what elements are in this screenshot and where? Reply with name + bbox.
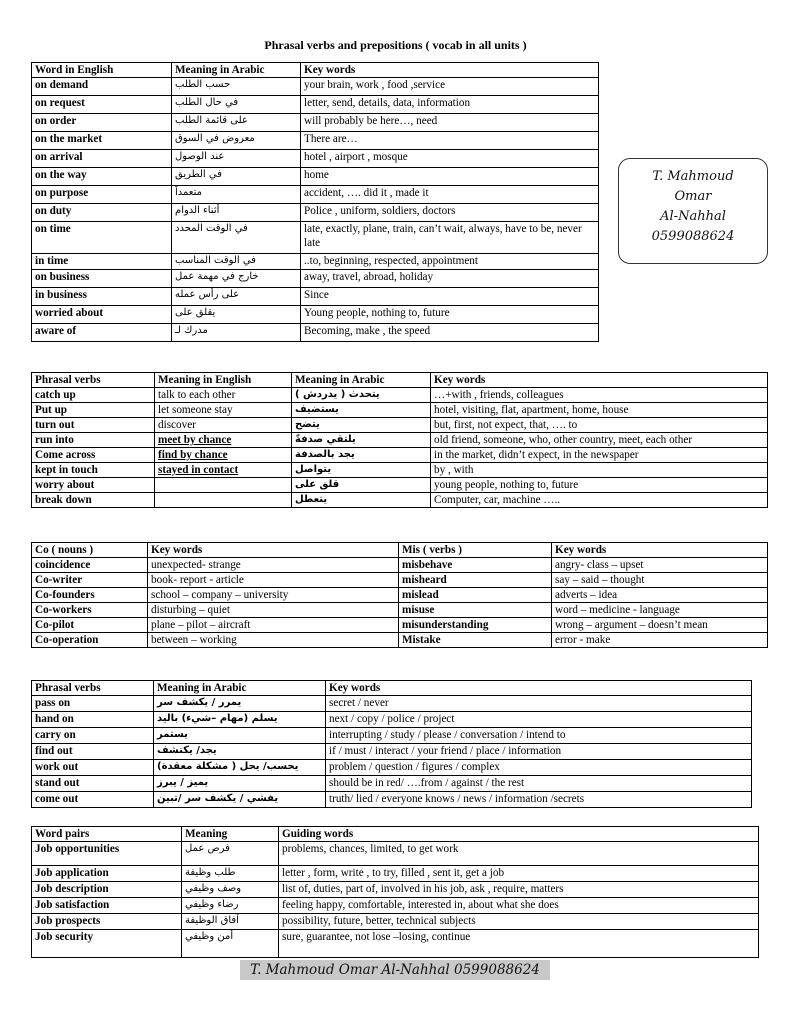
cell-word: on arrival (32, 150, 172, 168)
column-header: Meaning in Arabic (172, 63, 301, 78)
cell-arabic: حسب الطلب (172, 78, 301, 96)
table-row (32, 633, 768, 648)
cell-noun: Co-pilot (32, 618, 148, 633)
table-row (32, 493, 768, 508)
cell-arabic: يستمر (154, 728, 326, 744)
cell-arabic: يتحدث ( يدردش ) (292, 388, 431, 403)
cell-arabic: طلب وظيفة (182, 866, 279, 882)
cell-word: on purpose (32, 186, 172, 204)
cell-arabic: أثناء الدوام (172, 204, 301, 222)
cell-pair: Job security (32, 930, 182, 958)
table-row (32, 588, 768, 603)
table-row (32, 696, 752, 712)
table-row (32, 728, 752, 744)
table-row (32, 186, 599, 204)
cell-arabic: عند الوصول (172, 150, 301, 168)
cell-word: aware of (32, 324, 172, 342)
cell-arabic: في الطريق (172, 168, 301, 186)
table-row (32, 792, 752, 808)
table-row (32, 433, 768, 448)
cell-english (155, 493, 292, 508)
page-title: Phrasal verbs and prepositions ( vocab in all units ) (264, 38, 527, 52)
cell-keywords: Police , uniform, soldiers, doctors (301, 204, 599, 222)
cell-verb: misuse (399, 603, 552, 618)
column-header: Word pairs (32, 827, 182, 842)
table-row (32, 306, 599, 324)
cell-keywords: word – medicine - language (552, 603, 768, 618)
cell-keywords: error - make (552, 633, 768, 648)
column-header: Meaning in English (155, 373, 292, 388)
cell-keywords: in the market, didn’t expect, in the newspaper (431, 448, 768, 463)
cell-arabic: يتعطل (292, 493, 431, 508)
table-header-row (32, 827, 759, 842)
table-row (32, 168, 599, 186)
column-header: Key words (148, 543, 399, 558)
cell-keywords: accident, …. did it , made it (301, 186, 599, 204)
stamp-line: T. Mahmoud (652, 169, 734, 184)
cell-keywords: away, travel, abroad, holiday (301, 270, 599, 288)
table-row (32, 930, 759, 958)
phrasal-verbs-table (31, 372, 768, 508)
footer-signature: T. Mahmoud Omar Al-Nahhal 0599088624 (240, 960, 550, 980)
cell-noun: Co-operation (32, 633, 148, 648)
cell-verb: come out (32, 792, 154, 808)
table-row (32, 114, 599, 132)
cell-verb: carry on (32, 728, 154, 744)
cell-keywords: secret / never (326, 696, 752, 712)
cell-verb: misunderstanding (399, 618, 552, 633)
column-header: Guiding words (279, 827, 759, 842)
cell-verb: turn out (32, 418, 155, 433)
column-header: Key words (326, 681, 752, 696)
co-mis-table (31, 542, 768, 648)
stamp-line: Omar (674, 189, 712, 204)
table-row (32, 866, 759, 882)
cell-word: on duty (32, 204, 172, 222)
table-row (32, 388, 768, 403)
table-row (32, 882, 759, 898)
table-row (32, 403, 768, 418)
cell-verb: run into (32, 433, 155, 448)
cell-keywords: ..to, beginning, respected, appointment (301, 254, 599, 270)
cell-keywords: problems, chances, limited, to get work (279, 842, 759, 866)
cell-arabic: يتضح (292, 418, 431, 433)
cell-english: discover (155, 418, 292, 433)
cell-keywords: your brain, work , food ,service (301, 78, 599, 96)
column-header: Meaning (182, 827, 279, 842)
cell-noun: Co-workers (32, 603, 148, 618)
cell-keywords: book- report - article (148, 573, 399, 588)
cell-keywords: wrong – argument – doesn’t mean (552, 618, 768, 633)
cell-verb: mislead (399, 588, 552, 603)
column-header: Co ( nouns ) (32, 543, 148, 558)
cell-arabic: على قائمة الطلب (172, 114, 301, 132)
column-header: Word in English (32, 63, 172, 78)
table-row (32, 478, 768, 493)
table-row (32, 222, 599, 254)
cell-word: in time (32, 254, 172, 270)
cell-verb: misbehave (399, 558, 552, 573)
column-header: Phrasal verbs (32, 681, 154, 696)
table-row (32, 776, 752, 792)
cell-pair: Job opportunities (32, 842, 182, 866)
cell-keywords: list of, duties, part of, involved in his job, ask , require, matters (279, 882, 759, 898)
cell-arabic: يميز / يبرز (154, 776, 326, 792)
cell-arabic: يتواصل (292, 463, 431, 478)
cell-verb: kept in touch (32, 463, 155, 478)
cell-arabic: في حال الطلب (172, 96, 301, 114)
cell-keywords: adverts – idea (552, 588, 768, 603)
cell-english (155, 478, 292, 493)
table-header-row (32, 373, 768, 388)
cell-english: find by chance (155, 448, 292, 463)
column-header: Phrasal verbs (32, 373, 155, 388)
cell-arabic: قلق على (292, 478, 431, 493)
cell-arabic: فرص عمل (182, 842, 279, 866)
cell-arabic: يلتقي صدفةً (292, 433, 431, 448)
cell-keywords: Young people, nothing to, future (301, 306, 599, 324)
table-row (32, 270, 599, 288)
cell-noun: Co-writer (32, 573, 148, 588)
cell-word: worried about (32, 306, 172, 324)
table-row (32, 744, 752, 760)
table-row (32, 618, 768, 633)
prepositions-table (31, 62, 599, 342)
cell-pair: Job application (32, 866, 182, 882)
table-header-row (32, 543, 768, 558)
cell-word: in business (32, 288, 172, 306)
cell-keywords: late, exactly, plane, train, can’t wait, always, have to be, never late (301, 222, 599, 254)
table-row (32, 898, 759, 914)
cell-arabic: رضاء وظيفي (182, 898, 279, 914)
column-header: Key words (431, 373, 768, 388)
column-header: Meaning in Arabic (292, 373, 431, 388)
column-header: Mis ( verbs ) (399, 543, 552, 558)
cell-arabic: متعمداً (172, 186, 301, 204)
cell-keywords: young people, nothing to, future (431, 478, 768, 493)
column-header: Meaning in Arabic (154, 681, 326, 696)
cell-english: let someone stay (155, 403, 292, 418)
cell-keywords: sure, guarantee, not lose –losing, continue (279, 930, 759, 958)
phrasal-verbs-table-2 (31, 680, 752, 808)
table-row (32, 96, 599, 114)
cell-arabic: آفاق الوظيفة (182, 914, 279, 930)
table-row (32, 324, 599, 342)
table-row (32, 463, 768, 478)
cell-keywords: unexpected- strange (148, 558, 399, 573)
cell-verb: break down (32, 493, 155, 508)
cell-keywords: angry- class – upset (552, 558, 768, 573)
table-row (32, 150, 599, 168)
cell-keywords: should be in red/ ….from / against / the rest (326, 776, 752, 792)
cell-verb: find out (32, 744, 154, 760)
cell-arabic: مدرك لـ (172, 324, 301, 342)
cell-verb: worry about (32, 478, 155, 493)
cell-word: on business (32, 270, 172, 288)
cell-keywords: letter , form, write , to try, filled , sent it, get a job (279, 866, 759, 882)
cell-arabic: يسلم (مهام –شيء) باليد (154, 712, 326, 728)
cell-keywords: disturbing – quiet (148, 603, 399, 618)
cell-keywords: next / copy / police / project (326, 712, 752, 728)
stamp-line: Al-Nahhal (660, 209, 726, 224)
teacher-stamp (618, 158, 768, 264)
cell-keywords: school – company – university (148, 588, 399, 603)
cell-keywords: old friend, someone, who, other country, meet, each other (431, 433, 768, 448)
cell-keywords: interrupting / study / please / conversation / intend to (326, 728, 752, 744)
cell-keywords: home (301, 168, 599, 186)
table-row (32, 78, 599, 96)
stamp-line: 0599088624 (651, 229, 735, 244)
table-row (32, 573, 768, 588)
cell-keywords: letter, send, details, data, information (301, 96, 599, 114)
cell-word: on demand (32, 78, 172, 96)
cell-verb: Put up (32, 403, 155, 418)
cell-keywords: if / must / interact / your friend / place / information (326, 744, 752, 760)
cell-keywords: Becoming, make , the speed (301, 324, 599, 342)
cell-keywords: hotel, visiting, flat, apartment, home, house (431, 403, 768, 418)
cell-word: on the way (32, 168, 172, 186)
cell-arabic: يمرر / يكشف سر (154, 696, 326, 712)
cell-verb: hand on (32, 712, 154, 728)
cell-keywords: problem / question / figures / complex (326, 760, 752, 776)
cell-noun: coincidence (32, 558, 148, 573)
cell-pair: Job description (32, 882, 182, 898)
cell-word: on order (32, 114, 172, 132)
cell-verb: Come across (32, 448, 155, 463)
table-header-row (32, 681, 752, 696)
cell-arabic: يقلق على (172, 306, 301, 324)
cell-arabic: يحسب/ يحل ( مشكلة معقدة) (154, 760, 326, 776)
cell-keywords: Computer, car, machine ….. (431, 493, 768, 508)
cell-arabic: في الوقت المناسب (172, 254, 301, 270)
cell-keywords: plane – pilot – aircraft (148, 618, 399, 633)
column-header: Key words (301, 63, 599, 78)
table-row (32, 132, 599, 150)
cell-pair: Job satisfaction (32, 898, 182, 914)
cell-keywords: There are… (301, 132, 599, 150)
table-row (32, 760, 752, 776)
cell-arabic: يستضيف (292, 403, 431, 418)
cell-keywords: will probably be here…, need (301, 114, 599, 132)
cell-verb: stand out (32, 776, 154, 792)
cell-noun: Co-founders (32, 588, 148, 603)
table-row (32, 842, 759, 866)
cell-arabic: وصف وظيفي (182, 882, 279, 898)
word-pairs-table (31, 826, 759, 958)
cell-arabic: خارج في مهمة عمل (172, 270, 301, 288)
cell-arabic: معروض في السوق (172, 132, 301, 150)
cell-english: talk to each other (155, 388, 292, 403)
cell-arabic: أمن وظيفي (182, 930, 279, 958)
table-row (32, 914, 759, 930)
cell-keywords: by , with (431, 463, 768, 478)
cell-keywords: say – said – thought (552, 573, 768, 588)
cell-verb: work out (32, 760, 154, 776)
cell-word: on request (32, 96, 172, 114)
cell-keywords: hotel , airport , mosque (301, 150, 599, 168)
cell-word: on the market (32, 132, 172, 150)
cell-pair: Job prospects (32, 914, 182, 930)
cell-verb: Mistake (399, 633, 552, 648)
table-row (32, 288, 599, 306)
cell-arabic: على رأس عمله (172, 288, 301, 306)
table-row (32, 418, 768, 433)
cell-verb: misheard (399, 573, 552, 588)
table-row (32, 603, 768, 618)
cell-arabic: يجد/ يكتشف (154, 744, 326, 760)
cell-english: meet by chance (155, 433, 292, 448)
cell-english: stayed in contact (155, 463, 292, 478)
table-row (32, 254, 599, 270)
cell-verb: pass on (32, 696, 154, 712)
column-header: Key words (552, 543, 768, 558)
cell-keywords: possibility, future, better, technical subjects (279, 914, 759, 930)
cell-keywords: truth/ lied / everyone knows / news / information /secrets (326, 792, 752, 808)
table-row (32, 448, 768, 463)
table-row (32, 204, 599, 222)
cell-arabic: في الوقت المحدد (172, 222, 301, 254)
table-row (32, 712, 752, 728)
cell-keywords: …+with , friends, colleagues (431, 388, 768, 403)
cell-keywords: Since (301, 288, 599, 306)
cell-keywords: but, first, not expect, that, …. to (431, 418, 768, 433)
cell-word: on time (32, 222, 172, 254)
table-row (32, 558, 768, 573)
cell-verb: catch up (32, 388, 155, 403)
cell-arabic: يجد بالصدفة (292, 448, 431, 463)
cell-keywords: between – working (148, 633, 399, 648)
cell-keywords: feeling happy, comfortable, interested in, about what she does (279, 898, 759, 914)
cell-arabic: يفشي / يكشف سر /تبين (154, 792, 326, 808)
table-header-row (32, 63, 599, 78)
